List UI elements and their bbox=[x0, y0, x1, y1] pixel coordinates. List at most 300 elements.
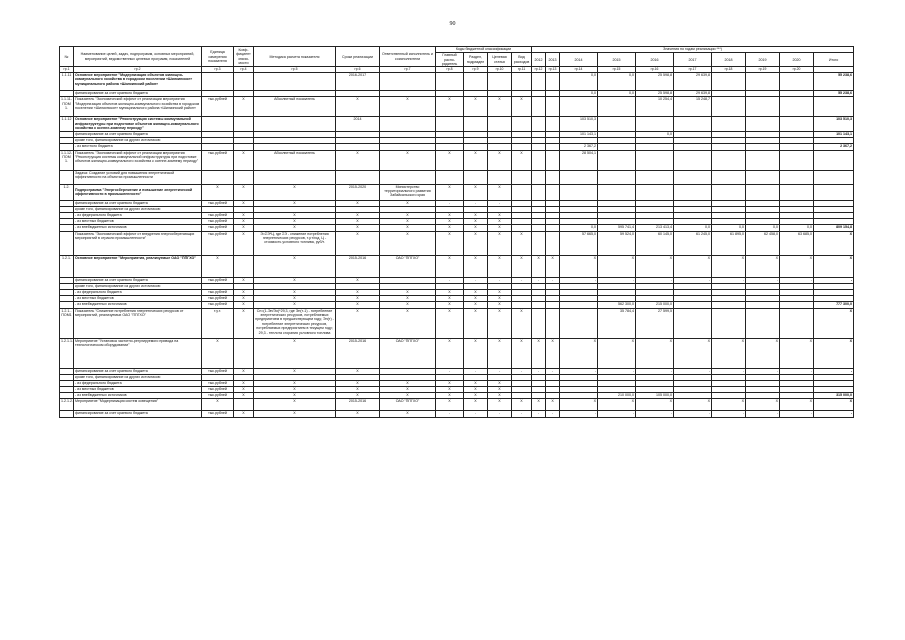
cell: X bbox=[336, 393, 380, 399]
cell bbox=[712, 150, 746, 170]
cell: тыс.рублей bbox=[202, 213, 234, 219]
cell bbox=[712, 308, 746, 338]
cell: 0,0 bbox=[560, 225, 598, 231]
cell bbox=[60, 411, 74, 417]
cell: 1.2. bbox=[60, 184, 74, 200]
cell: 35 784,4 bbox=[598, 308, 636, 338]
cell: X bbox=[436, 380, 464, 386]
cell bbox=[234, 117, 254, 132]
cell: X bbox=[436, 302, 464, 308]
cell bbox=[380, 117, 436, 132]
cell: 2 367,2 bbox=[560, 144, 598, 150]
cell bbox=[674, 170, 712, 184]
cell: X bbox=[464, 97, 488, 117]
cell: X bbox=[464, 387, 488, 393]
cell: 62 458,0 bbox=[746, 231, 780, 255]
cell: ОАО "ППГХО" bbox=[380, 255, 436, 277]
cell: 213 413,4 bbox=[636, 225, 674, 231]
cell: 57 665,0 bbox=[560, 231, 598, 255]
cell: X bbox=[712, 338, 746, 368]
column-header: 2012 bbox=[532, 53, 546, 67]
cell bbox=[234, 255, 254, 277]
table-row bbox=[60, 97, 854, 117]
cell: - bbox=[546, 368, 560, 374]
cell: 60 145,0 bbox=[636, 231, 674, 255]
cell bbox=[598, 97, 636, 117]
cell: тыс.рублей bbox=[202, 200, 234, 206]
cell: - из федерального бюджета bbox=[74, 213, 202, 219]
cell bbox=[712, 117, 746, 132]
column-header: Раздел, подраздел bbox=[464, 53, 488, 67]
cell: X bbox=[234, 411, 254, 417]
cell bbox=[234, 170, 254, 184]
cell: X bbox=[512, 231, 532, 255]
cell bbox=[380, 72, 436, 90]
cell: Основное мероприятие "Модернизация объектов жилищно-коммунального хозяйства в городском поселении «Шилкинское» муниципального района «Шилкинский район» bbox=[74, 72, 202, 90]
cell: X bbox=[436, 219, 464, 225]
cell: - bbox=[436, 368, 464, 374]
cell: X bbox=[254, 387, 336, 393]
cell: - bbox=[488, 200, 512, 206]
cell: финансирование за счет краевого бюджета bbox=[74, 132, 202, 138]
cell: 1.1.11-ПОМ 1. bbox=[60, 97, 74, 117]
cell: X bbox=[532, 399, 546, 411]
column-header: Сроки реализации bbox=[336, 47, 380, 67]
cell bbox=[532, 308, 546, 338]
cell bbox=[202, 117, 234, 132]
cell: 103 510,3 bbox=[814, 117, 854, 132]
cell: - bbox=[712, 411, 746, 417]
cell: 28 504,1 bbox=[560, 150, 598, 170]
cell: X bbox=[488, 302, 512, 308]
cell: X bbox=[380, 302, 436, 308]
col-number: гр.3 bbox=[202, 67, 234, 73]
cell: - bbox=[814, 277, 854, 283]
cell bbox=[780, 184, 814, 200]
cell bbox=[532, 97, 546, 117]
col-number: гр.2 bbox=[74, 67, 202, 73]
column-header: 2016 bbox=[636, 53, 674, 67]
cell: X bbox=[464, 296, 488, 302]
cell: X bbox=[436, 184, 464, 200]
cell: 103 510,3 bbox=[560, 117, 598, 132]
cell bbox=[546, 184, 560, 200]
cell: X bbox=[746, 399, 780, 411]
cell: Подпрограмма "Энергосбережение и повышение энергетической эффективности в промышленности" bbox=[74, 184, 202, 200]
cell bbox=[546, 117, 560, 132]
cell: Показатель "Экономический эффект от реализации мероприятия "Реконструкция системы коммунальной инфраструктуры при подготовке объектов жилищно-коммунального хозяйства к осенне-зимнему периоду" bbox=[74, 150, 202, 170]
cell: 0,0 bbox=[674, 225, 712, 231]
cell: - bbox=[780, 368, 814, 374]
cell bbox=[674, 308, 712, 338]
page-number: 90 bbox=[449, 21, 456, 27]
cell: X bbox=[336, 277, 380, 283]
cell: X bbox=[512, 308, 532, 338]
cell: X bbox=[436, 399, 464, 411]
cell bbox=[234, 338, 254, 368]
cell: Мероприятие "Установка частотно-регулируемого привода на технологическом оборудовании" bbox=[74, 338, 202, 368]
cell: 1.1.12 bbox=[60, 117, 74, 132]
cell: кроме того, финансирование из других источников: bbox=[74, 206, 202, 212]
cell: X bbox=[336, 289, 380, 295]
cell: Задача: Создание условий для повышения энергетической эффективности на объектах промышленности bbox=[74, 170, 202, 184]
cell: - из местных бюджетов bbox=[74, 219, 202, 225]
cell: - bbox=[560, 277, 598, 283]
cell: Показатель "Экономический эффект от реализации мероприятия "Модернизация объектов жилищно-коммунального хозяйства в городском поселении «Шилкинское» муниципального района «Шилкинский район» bbox=[74, 97, 202, 117]
cell: 29 639,8 bbox=[674, 90, 712, 96]
cell: X bbox=[234, 296, 254, 302]
cell bbox=[202, 170, 234, 184]
cell: X bbox=[336, 308, 380, 338]
cell: X bbox=[436, 289, 464, 295]
cell: - bbox=[532, 277, 546, 283]
cell bbox=[636, 184, 674, 200]
cell bbox=[674, 117, 712, 132]
cell: X bbox=[488, 393, 512, 399]
cell: X bbox=[202, 255, 234, 277]
cell: 210 000,0 bbox=[598, 393, 636, 399]
cell bbox=[746, 308, 780, 338]
table-row bbox=[60, 411, 854, 417]
cell: т.у.т. bbox=[202, 308, 234, 338]
cell: - bbox=[512, 411, 532, 417]
cell: - bbox=[464, 200, 488, 206]
cell bbox=[814, 184, 854, 200]
cell: X bbox=[436, 255, 464, 277]
cell: X bbox=[488, 289, 512, 295]
cell: X bbox=[234, 393, 254, 399]
cell: Сн=(1-Эн/Эо)*29,3, где Эн(т-1) - потребление энергетических ресурсов, потребляемых предприятием в предшествующем году; Эн(т) - потребление энергетических ресурсов, потребляемых предприятием в текущем году; 29,3 - теплота сгорания условного топлива bbox=[254, 308, 336, 338]
cell bbox=[532, 231, 546, 255]
cell: X bbox=[560, 255, 598, 277]
cell bbox=[746, 117, 780, 132]
cell: - bbox=[636, 411, 674, 417]
col-number: гр.15 bbox=[598, 67, 636, 73]
cell: X bbox=[532, 255, 546, 277]
cell: - bbox=[546, 277, 560, 283]
cell: X bbox=[380, 231, 436, 255]
cell bbox=[598, 117, 636, 132]
column-header: № bbox=[60, 47, 74, 67]
cell bbox=[546, 170, 560, 184]
cell: X bbox=[234, 200, 254, 206]
cell: - из федерального бюджета bbox=[74, 289, 202, 295]
cell: X bbox=[380, 296, 436, 302]
cell: X bbox=[636, 338, 674, 368]
cell: X bbox=[234, 150, 254, 170]
cell: X bbox=[464, 255, 488, 277]
cell: - bbox=[488, 277, 512, 283]
cell bbox=[436, 72, 464, 90]
cell: X bbox=[202, 338, 234, 368]
cell: X bbox=[636, 399, 674, 411]
cell: X bbox=[234, 225, 254, 231]
col-number: гр.8 bbox=[436, 67, 464, 73]
cell: X bbox=[780, 338, 814, 368]
cell: 0,0 bbox=[598, 90, 636, 96]
cell: X bbox=[234, 231, 254, 255]
cell: X bbox=[674, 338, 712, 368]
cell: - из внебюджетных источников bbox=[74, 225, 202, 231]
cell: X bbox=[336, 213, 380, 219]
cell bbox=[60, 170, 74, 184]
cell: X bbox=[464, 399, 488, 411]
cell: 2016-2017 bbox=[336, 72, 380, 90]
cell bbox=[488, 170, 512, 184]
cell: X bbox=[380, 200, 436, 206]
cell: 315 000,0 bbox=[814, 393, 854, 399]
cell: - bbox=[780, 277, 814, 283]
table-row bbox=[60, 150, 854, 170]
column-header: Методика расчета показателя bbox=[254, 47, 336, 67]
cell: X bbox=[464, 308, 488, 338]
cell: - bbox=[532, 368, 546, 374]
cell: - bbox=[746, 277, 780, 283]
cell bbox=[546, 150, 560, 170]
cell: X bbox=[234, 380, 254, 386]
cell: X bbox=[380, 380, 436, 386]
cell bbox=[814, 170, 854, 184]
cell: X bbox=[814, 255, 854, 277]
column-header: 2015 bbox=[598, 53, 636, 67]
column-header: 2017 bbox=[674, 53, 712, 67]
cell: X bbox=[598, 399, 636, 411]
cell: кроме того, финансирование из других источников: bbox=[74, 138, 202, 144]
cell bbox=[488, 117, 512, 132]
cell: - bbox=[746, 411, 780, 417]
cell: X bbox=[202, 399, 234, 411]
cell: X bbox=[336, 411, 380, 417]
cell: X bbox=[254, 225, 336, 231]
cell: X bbox=[488, 213, 512, 219]
cell: X bbox=[336, 200, 380, 206]
cell: 1.2.1.1. bbox=[60, 338, 74, 368]
cell bbox=[780, 97, 814, 117]
cell: - bbox=[712, 277, 746, 283]
column-header: Главный распо-рядитель bbox=[436, 53, 464, 67]
cell: X bbox=[234, 289, 254, 295]
cell: X bbox=[234, 219, 254, 225]
cell bbox=[712, 170, 746, 184]
cell: 63 685,0 bbox=[780, 231, 814, 255]
cell: X bbox=[546, 255, 560, 277]
cell bbox=[814, 150, 854, 170]
cell: X bbox=[488, 308, 512, 338]
table-row bbox=[60, 399, 854, 411]
cell bbox=[60, 231, 74, 255]
cell: - bbox=[464, 277, 488, 283]
cell: 101 143,1 bbox=[560, 132, 598, 138]
cell: X bbox=[234, 308, 254, 338]
cell: X bbox=[464, 338, 488, 368]
cell: X bbox=[512, 150, 532, 170]
cell bbox=[746, 170, 780, 184]
cell: X bbox=[464, 393, 488, 399]
cell: X bbox=[674, 255, 712, 277]
cell: X bbox=[380, 225, 436, 231]
cell: тыс.рублей bbox=[202, 302, 234, 308]
col-number: гр.16 bbox=[636, 67, 674, 73]
table-row bbox=[60, 308, 854, 338]
cell bbox=[712, 72, 746, 90]
cell: ОАО "ППГХО" bbox=[380, 338, 436, 368]
cell: 61 245,0 bbox=[674, 231, 712, 255]
budget-codes-header: Коды бюджетной классификации bbox=[436, 47, 532, 53]
cell: - bbox=[746, 368, 780, 374]
col-number: гр.11 bbox=[512, 67, 532, 73]
cell: X bbox=[336, 150, 380, 170]
cell: - из внебюджетных источников bbox=[74, 393, 202, 399]
column-header: Единица измерения показателя bbox=[202, 47, 234, 67]
cell: 0,0 bbox=[780, 225, 814, 231]
cell: X bbox=[598, 255, 636, 277]
cell: финансирование за счет краевого бюджета bbox=[74, 368, 202, 374]
cell bbox=[532, 72, 546, 90]
col-number: гр.19 bbox=[746, 67, 780, 73]
cell: - bbox=[488, 411, 512, 417]
cell: X bbox=[234, 97, 254, 117]
cell bbox=[464, 72, 488, 90]
cell bbox=[746, 184, 780, 200]
cell: X bbox=[488, 184, 512, 200]
cell: 777 300,0 bbox=[814, 302, 854, 308]
cell: тыс.рублей bbox=[202, 277, 234, 283]
cell: X bbox=[254, 289, 336, 295]
cell: X bbox=[488, 296, 512, 302]
cell: 0,0 bbox=[636, 132, 674, 138]
col-number: гр.9 bbox=[464, 67, 488, 73]
cell bbox=[636, 150, 674, 170]
cell bbox=[234, 399, 254, 411]
cell: тыс.рублей bbox=[202, 296, 234, 302]
col-number: гр.18 bbox=[712, 67, 746, 73]
cell: - bbox=[598, 277, 636, 283]
cell: 1.1.12-ПОМ 1. bbox=[60, 150, 74, 170]
cell: 2 367,2 bbox=[814, 144, 854, 150]
cell: X bbox=[436, 296, 464, 302]
col-number: гр.4 bbox=[234, 67, 254, 73]
cell: - bbox=[436, 411, 464, 417]
cell: 61 895,0 bbox=[712, 231, 746, 255]
cell: X bbox=[488, 219, 512, 225]
cell: X bbox=[380, 289, 436, 295]
cell: X bbox=[560, 338, 598, 368]
cell: X bbox=[488, 255, 512, 277]
table-row bbox=[60, 255, 854, 277]
cell: - bbox=[598, 411, 636, 417]
cell bbox=[560, 308, 598, 338]
cell: 0,0 bbox=[560, 72, 598, 90]
cell: X bbox=[254, 411, 336, 417]
cell bbox=[254, 72, 336, 90]
cell: X bbox=[814, 308, 854, 338]
cell: - из местного бюджета bbox=[74, 144, 202, 150]
cell: X bbox=[380, 213, 436, 219]
cell: X bbox=[336, 97, 380, 117]
cell: X bbox=[712, 399, 746, 411]
cell: X bbox=[254, 200, 336, 206]
cell: X bbox=[380, 411, 436, 417]
col-number: гр.13 bbox=[546, 67, 560, 73]
cell: 1.2.1. bbox=[60, 255, 74, 277]
cell bbox=[560, 97, 598, 117]
cell: 0,0 bbox=[746, 225, 780, 231]
cell bbox=[780, 72, 814, 90]
col-number: гр.20 bbox=[780, 67, 814, 73]
cell bbox=[598, 184, 636, 200]
column-header: Итого bbox=[814, 53, 854, 67]
cell: X bbox=[436, 393, 464, 399]
cell: X bbox=[254, 213, 336, 219]
cell bbox=[636, 170, 674, 184]
cell: - bbox=[636, 368, 674, 374]
cell bbox=[546, 231, 560, 255]
cell bbox=[254, 170, 336, 184]
cell: X bbox=[464, 150, 488, 170]
cell: X bbox=[488, 380, 512, 386]
col-number: гр.6 bbox=[336, 67, 380, 73]
cell: - bbox=[674, 368, 712, 374]
cell bbox=[780, 308, 814, 338]
cell: - bbox=[488, 368, 512, 374]
cell: 25 598,8 bbox=[636, 90, 674, 96]
cell: X bbox=[488, 150, 512, 170]
cell: финансирование за счет краевого бюджета bbox=[74, 90, 202, 96]
cell: тыс.рублей bbox=[202, 387, 234, 393]
cell: X bbox=[746, 255, 780, 277]
cell: X bbox=[436, 97, 464, 117]
cell: 10 254,4 bbox=[636, 97, 674, 117]
cell bbox=[598, 170, 636, 184]
cell: X bbox=[636, 255, 674, 277]
cell: X bbox=[512, 255, 532, 277]
cell bbox=[598, 150, 636, 170]
cell: - bbox=[512, 277, 532, 283]
cell: финансирование за счет краевого бюджета bbox=[74, 200, 202, 206]
column-header: 2020 bbox=[780, 53, 814, 67]
cell: X bbox=[234, 368, 254, 374]
cell: Э=ΣЭ*Ц, где ΣЭ - снижение потребления энергетических ресурсов, т.у.т/год, Ц - стоимость условного топлива, руб/т. bbox=[254, 231, 336, 255]
cell: Мероприятие "Модернизация систем освещения" bbox=[74, 399, 202, 411]
cell: Показатель "Снижение потребления энергетических ресурсов от мероприятий, реализуемых ОАО "ППГХО" bbox=[74, 308, 202, 338]
cell: кроме того, финансирование из других источников: bbox=[74, 374, 202, 380]
cell: 55 238,6 bbox=[814, 72, 854, 90]
cell: X bbox=[202, 184, 234, 200]
cell: 55 238,6 bbox=[814, 90, 854, 96]
cell: 2015-2016 bbox=[336, 255, 380, 277]
cell bbox=[636, 117, 674, 132]
cell: X bbox=[436, 150, 464, 170]
cell: X bbox=[488, 338, 512, 368]
cell: X bbox=[254, 393, 336, 399]
cell: X bbox=[336, 296, 380, 302]
cell: X bbox=[254, 219, 336, 225]
program-table bbox=[59, 46, 854, 418]
cell bbox=[464, 170, 488, 184]
cell bbox=[746, 72, 780, 90]
cell: 1.2.1.-ПОМ1 bbox=[60, 308, 74, 338]
cell: X bbox=[380, 387, 436, 393]
column-header: Наименование целей, задач, подпрограмм, основных мероприятий, мероприятий, ведомственных целевых программ, показателей bbox=[74, 47, 202, 67]
table-row bbox=[60, 72, 854, 90]
cell: - bbox=[814, 411, 854, 417]
cell: X bbox=[380, 308, 436, 338]
cell: X bbox=[336, 368, 380, 374]
cell bbox=[560, 184, 598, 200]
column-header: Ответственный исполнитель и соисполнители bbox=[380, 47, 436, 67]
cell bbox=[202, 72, 234, 90]
cell: X bbox=[254, 380, 336, 386]
